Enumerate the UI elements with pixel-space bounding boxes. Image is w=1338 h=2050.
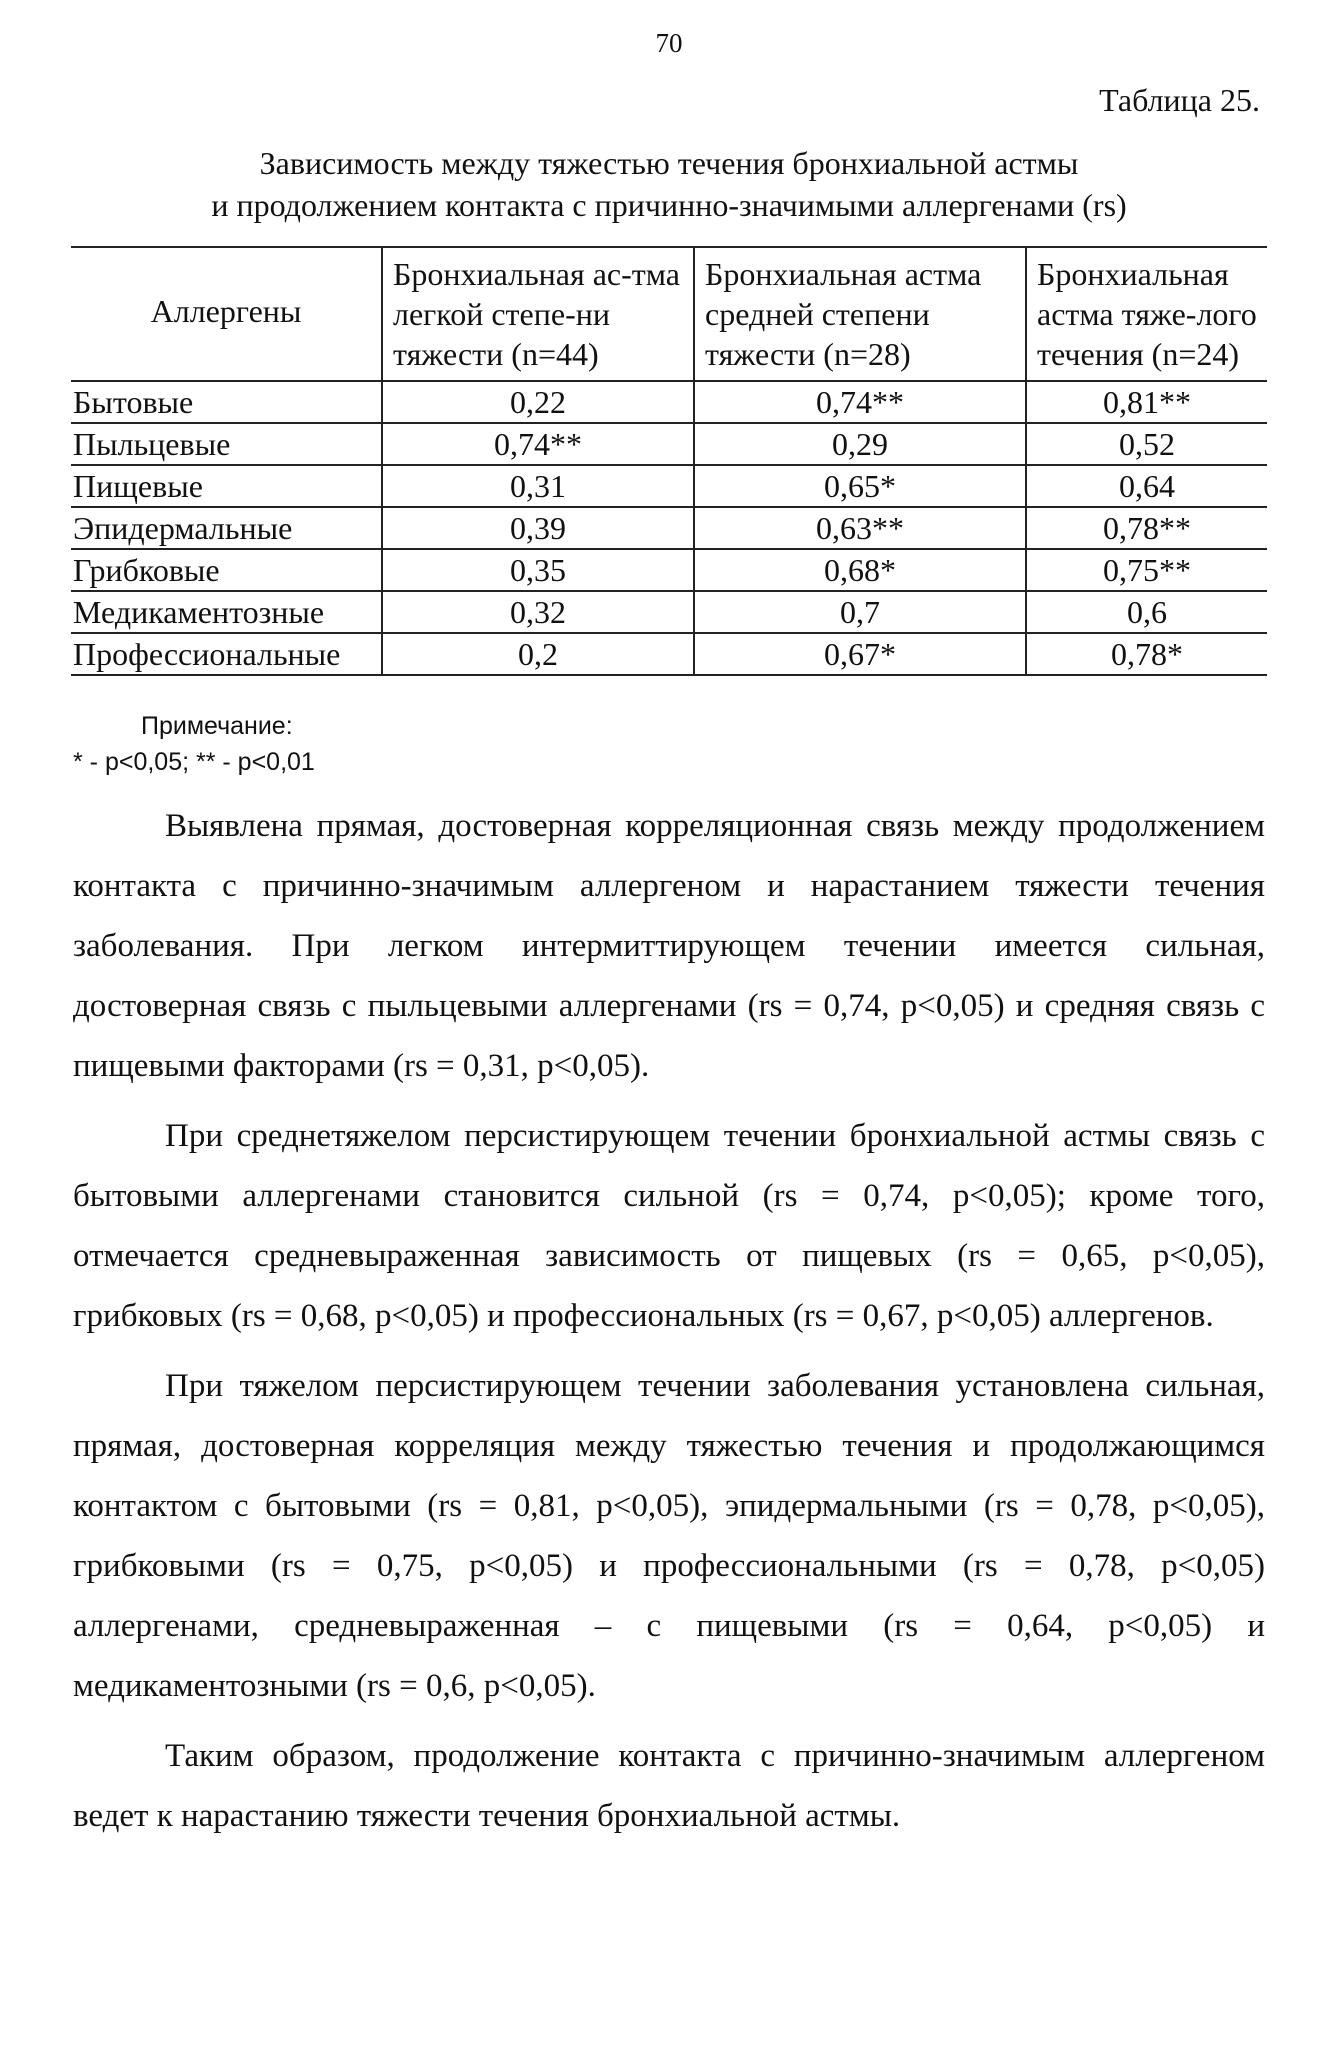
allergen-name: Профессиональные bbox=[71, 633, 382, 675]
value-moderate: 0,67* bbox=[694, 633, 1026, 675]
value-mild: 0,39 bbox=[382, 507, 694, 549]
value-severe: 0,78* bbox=[1026, 633, 1267, 675]
paragraph: При тяжелом персистирующем течении заболевания установлена сильная, прямая, достоверная корреляция между тяжестью течения и продолжающимся контактом с бытовыми (rs = 0,81, p<0,05), эпидермальными (rs = 0,78, p<0,05), грибковыми (rs = 0,75, p<0,05) и профессиональными (rs = 0,78, p<0,05) аллергенами, средневыраженная – с пищевыми (rs = 0,64, p<0,05) и медикаментозными (rs = 0,6, p<0,05). bbox=[73, 1368, 1265, 1704]
value-severe: 0,52 bbox=[1026, 423, 1267, 465]
table-row bbox=[71, 591, 1267, 633]
value-severe: 0,64 bbox=[1026, 465, 1267, 507]
allergen-name: Пыльцевые bbox=[71, 423, 382, 465]
value-moderate: 0,68* bbox=[694, 549, 1026, 591]
value-mild: 0,32 bbox=[382, 591, 694, 633]
allergen-name: Пищевые bbox=[71, 465, 382, 507]
value-mild: 0,74** bbox=[382, 423, 694, 465]
value-moderate: 0,63** bbox=[694, 507, 1026, 549]
header-allergens: Аллергены bbox=[71, 247, 382, 381]
paragraph: Таким образом, продолжение контакта с причинно-значимым аллергеном ведет к нарастанию тяжести течения бронхиальной астмы. bbox=[73, 1738, 1265, 1834]
table-header-row bbox=[71, 247, 1267, 381]
table-row bbox=[71, 381, 1267, 423]
value-moderate: 0,74** bbox=[694, 381, 1026, 423]
table-row bbox=[71, 465, 1267, 507]
allergen-name: Бытовые bbox=[71, 381, 382, 423]
paragraph: При среднетяжелом персистирующем течении бронхиальной астмы связь с бытовыми аллергенами становится сильной (rs = 0,74, p<0,05); кроме того, отмечается средневыраженная зависимость от пищевых (rs = 0,65, p<0,05), грибковых (rs = 0,68, p<0,05) и профессиональных (rs = 0,67, p<0,05) аллергенов. bbox=[73, 1118, 1265, 1334]
table-row bbox=[71, 423, 1267, 465]
value-moderate: 0,29 bbox=[694, 423, 1026, 465]
header-moderate: Бронхиальная астма средней степени тяжести (n=28) bbox=[694, 247, 1026, 381]
body-text bbox=[73, 796, 1265, 1856]
value-severe: 0,75** bbox=[1026, 549, 1267, 591]
note-title: Примечание: bbox=[141, 712, 293, 740]
table-title bbox=[74, 142, 1264, 226]
allergen-name: Эпидермальные bbox=[71, 507, 382, 549]
value-moderate: 0,65* bbox=[694, 465, 1026, 507]
table-row bbox=[71, 549, 1267, 591]
allergen-correlation-table bbox=[71, 246, 1267, 676]
table-label: Таблица 25. bbox=[1099, 82, 1260, 118]
page-number: 70 bbox=[655, 28, 683, 58]
value-mild: 0,31 bbox=[382, 465, 694, 507]
header-mild: Бронхиальная ас-тма легкой степе-ни тяжести (n=44) bbox=[382, 247, 694, 381]
table-note bbox=[73, 708, 315, 780]
value-moderate: 0,7 bbox=[694, 591, 1026, 633]
table-title-line1: Зависимость между тяжестью течения бронхиальной астмы bbox=[259, 145, 1079, 181]
value-severe: 0,78** bbox=[1026, 507, 1267, 549]
table-row bbox=[71, 633, 1267, 675]
table-row bbox=[71, 507, 1267, 549]
header-severe: Бронхиальная астма тяже-лого течения (n=24) bbox=[1026, 247, 1267, 381]
allergen-name: Грибковые bbox=[71, 549, 382, 591]
note-text: * - p<0,05; ** - p<0,01 bbox=[73, 748, 315, 776]
value-mild: 0,35 bbox=[382, 549, 694, 591]
value-mild: 0,22 bbox=[382, 381, 694, 423]
value-mild: 0,2 bbox=[382, 633, 694, 675]
paragraph: Выявлена прямая, достоверная корреляционная связь между продолжением контакта с причинно-значимым аллергеном и нарастанием тяжести течения заболевания. При легком интермиттирующем течении имеется сильная, достоверная связь с пыльцевыми аллергенами (rs = 0,74, p<0,05) и средняя связь с пищевыми факторами (rs = 0,31, p<0,05). bbox=[73, 808, 1265, 1084]
value-severe: 0,6 bbox=[1026, 591, 1267, 633]
table-title-line2: и продолжением контакта с причинно-значимыми аллергенами (rs) bbox=[211, 187, 1127, 223]
value-severe: 0,81** bbox=[1026, 381, 1267, 423]
allergen-name: Медикаментозные bbox=[71, 591, 382, 633]
